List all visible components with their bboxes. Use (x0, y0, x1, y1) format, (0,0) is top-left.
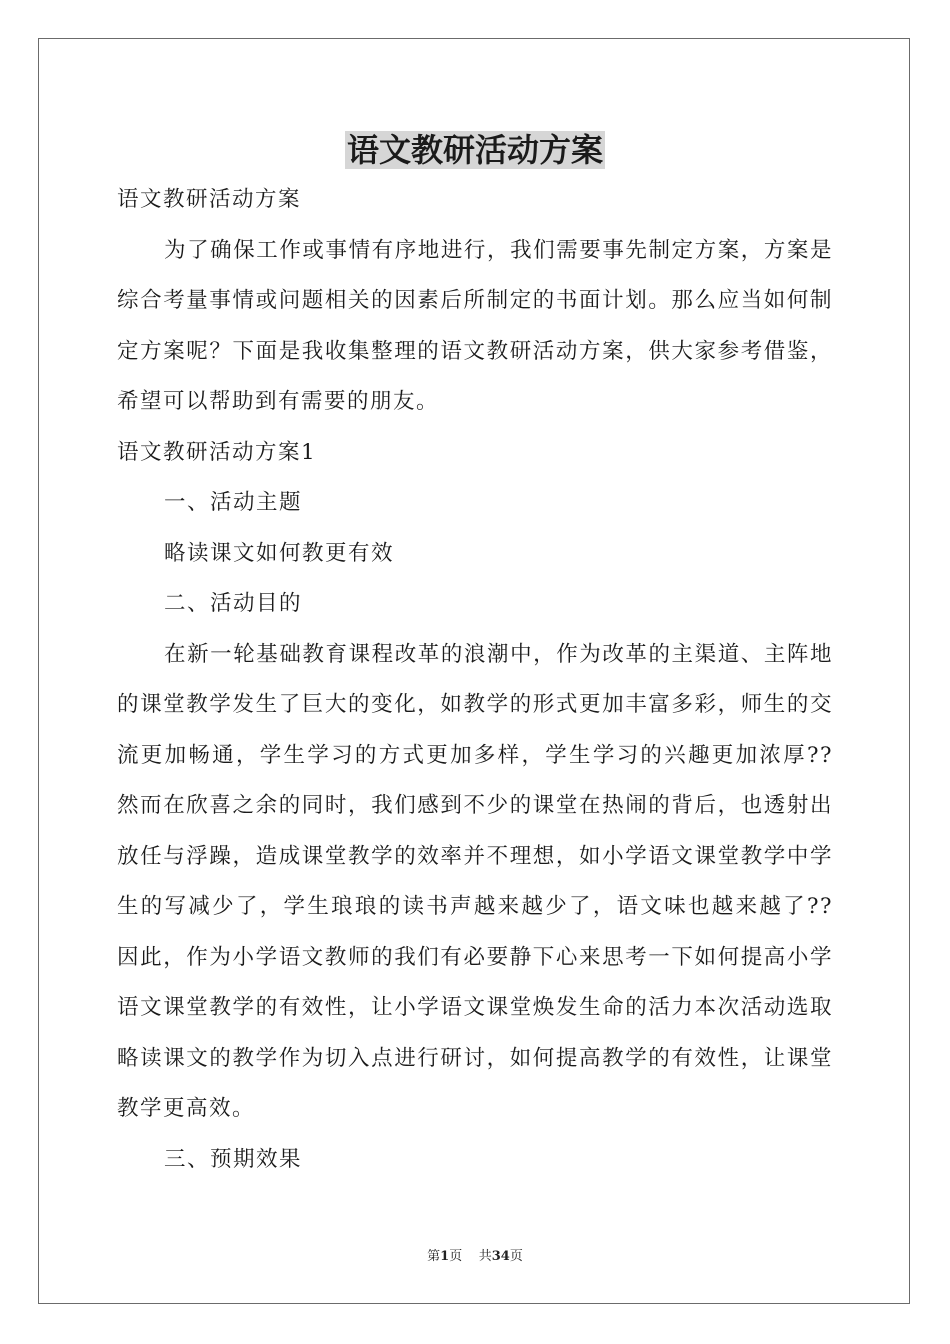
document-title (0, 128, 950, 172)
page-suffix: 页 (449, 1249, 463, 1264)
total-prefix: 共 (478, 1249, 492, 1264)
paragraph-purpose-content: 在新一轮基础教育课程改革的浪潮中，作为改革的主渠道、主阵地的课堂教学发生了巨大的变化，如教学的形式更加丰富多彩，师生的交流更加畅通，学生学习的方式更加多样，学生学习的兴趣更加浓厚??然而在欣喜之余的同时，我们感到不少的课堂在热闹的背后，也透射出放任与浮躁，造成课堂教学的效率并不理想，如小学语文课堂教学中学生的写减少了，学生琅琅的读书声越来越少了，语文味也越来越了??因此，作为小学语文教师的我们有必要静下心来思考一下如何提高小学语文课堂教学的有效性，让小学语文课堂焕发生命的活力本次活动选取略读课文的教学作为切入点进行研讨，如何提高教学的有效性，让课堂教学更高效。 (117, 641, 833, 1121)
document-title-text: 语文教研活动方案 (346, 131, 603, 169)
page-prefix: 第 (427, 1249, 441, 1264)
section-heading-plan-1: 语文教研活动方案1 (117, 439, 317, 465)
total-pages: 34 (491, 1249, 510, 1264)
document-body (117, 175, 833, 1185)
paragraph-subtitle: 语文教研活动方案 (117, 187, 302, 212)
paragraph-theme-content: 略读课文如何教更有效 (164, 540, 395, 566)
total-suffix: 页 (509, 1249, 523, 1264)
heading-expected-effect: 三、预期效果 (164, 1146, 303, 1172)
heading-activity-purpose: 二、活动目的 (164, 591, 303, 616)
page-number: 1 (440, 1249, 450, 1264)
heading-activity-theme: 一、活动主题 (164, 490, 303, 515)
page-footer (0, 1248, 950, 1266)
paragraph-intro: 为了确保工作或事情有序地进行，我们需要事先制定方案，方案是综合考量事情或问题相关的因素后所制定的书面计划。那么应当如何制定方案呢？下面是我收集整理的语文教研活动方案，供大家参考借鉴，希望可以帮助到有需要的朋友。 (117, 237, 833, 414)
